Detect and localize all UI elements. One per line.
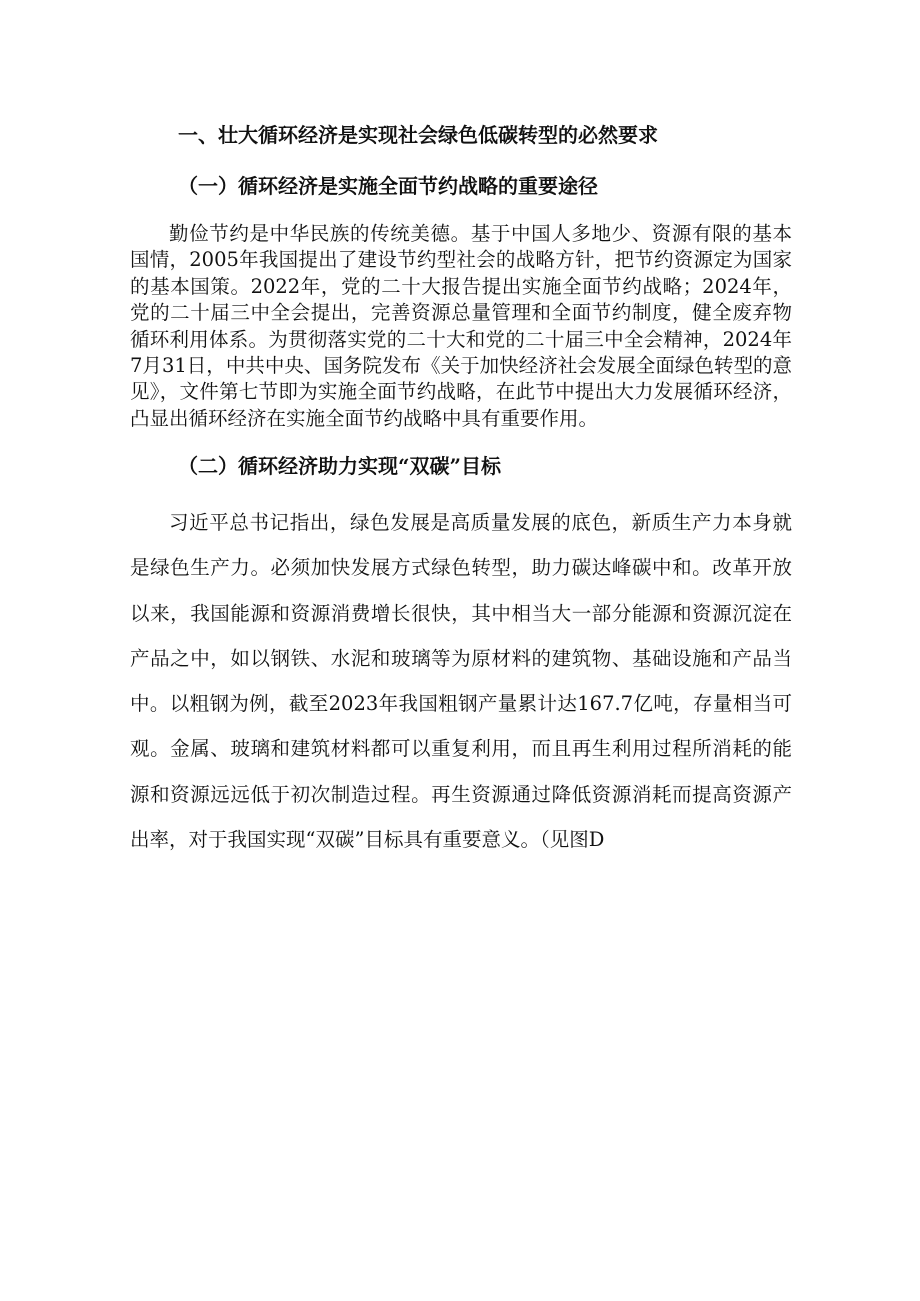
- paragraph-2: 习近平总书记指出，绿色发展是高质量发展的底色，新质生产力本身就是绿色生产力。必须加快发展方式绿色转型，助力碳达峰碳中和。改革开放以来，我国能源和资源消费增长很快，其中相当大一部分能源和资源沉淀在产品之中，如以钢铁、水泥和玻璃等为原材料的建筑物、基础设施和产品当中。以粗钢为例，截至2023年我国粗钢产量累计达167.7亿吨，存量相当可观。金属、玻璃和建筑材料都可以重复利用，而且再生利用过程所消耗的能源和资源远远低于初次制造过程。再生资源通过降低资源消耗而提高资源产出率，对于我国实现“双碳”目标具有重要意义。（见图D: [130, 511, 792, 852]
- section-heading: 一、壮大循环经济是实现社会绿色低碳转型的必然要求: [178, 123, 658, 147]
- subsection-heading-2: （二）循环经济助力实现“双碳”目标: [178, 454, 502, 478]
- paragraph-1: 勤俭节约是中华民族的传统美德。基于中国人多地少、资源有限的基本国情，2005年我国提出了建设节约型社会的战略方针，把节约资源定为国家的基本国策。2022年，党的二十大报告提出实施全面节约战略；2024年，党的二十届三中全会提出，完善资源总量管理和全面节约制度，健全废弃物循环利用体系。为贯彻落实党的二十大和党的二十届三中全会精神，2024年7月31日，中共中央、国务院发布《关于加快经济社会发展全面绿色转型的意见》，文件第七节即为实施全面节约战略，在此节中提出大力发展循环经济，凸显出循环经济在实施全面节约战略中具有重要作用。: [130, 222, 792, 430]
- subsection-heading-1: （一）循环经济是实施全面节约战略的重要途径: [178, 174, 598, 198]
